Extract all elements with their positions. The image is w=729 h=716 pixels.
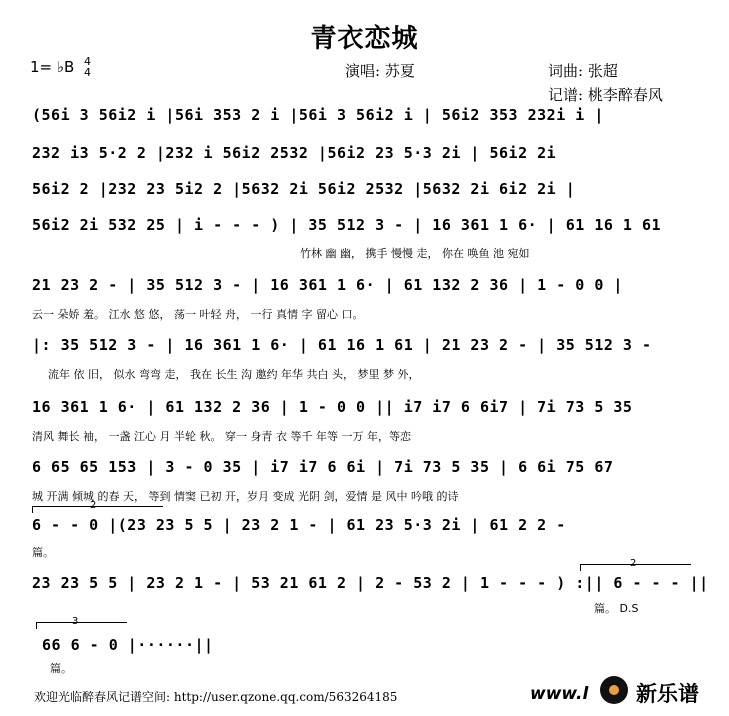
lyric-line-8: 篇。: [50, 662, 72, 675]
song-title: 青衣恋城: [310, 24, 419, 54]
score-line-10: 23 23 5 5 | 23 2 1 - | 53 21 61 2 | 2 - 53 2 | 1 - - - ) :|| 6 - - - ||: [32, 574, 709, 592]
volta-bracket-3: [36, 622, 127, 629]
score-line-2: 232 i3 5·2 2 |232 i 56i2 2532 |56i2 23 5·3 2i | 56i2 2i: [32, 144, 557, 162]
brand-prefix: www.l: [530, 684, 589, 704]
score-line-5: 21 23 2 - | 35 512 3 - | 16 361 1 6· | 61 132 2 36 | 1 - 0 0 |: [32, 276, 623, 294]
composer-credit: 词曲: 张超: [548, 62, 618, 80]
score-line-11: 66 6 - 0 |······||: [42, 636, 214, 654]
score-line-8: 6 65 65 153 | 3 - 0 35 | i7 i7 6 6i | 7i 73 5 35 | 6 6i 75 67: [32, 458, 614, 476]
score-line-9: 6 - - 0 |(23 23 5 5 | 23 2 1 - | 61 23 5·3 2i | 61 2 2 -: [32, 516, 566, 534]
score-line-7: 16 361 1 6· | 61 132 2 36 | 1 - 0 0 || i7 i7 6 6i7 | 7i 73 5 35: [32, 398, 633, 416]
lyric-line-1: 竹林 幽 幽， 携手 慢慢 走， 你在 唤鱼 池 宛如: [300, 247, 530, 260]
time-signature: [84, 56, 91, 78]
score-line-6: |: 35 512 3 - | 16 361 1 6· | 61 16 1 61 | 21 23 2 - | 35 512 3 -: [32, 336, 652, 354]
lyric-line-2: 云一 朵娇 羞。 江水 悠 悠， 荡一 叶轻 舟， 一行 真情 字 留心 口。: [32, 308, 364, 321]
volta-number-2b: 2: [630, 558, 637, 569]
score-line-1: (56i 3 56i2 i |56i 353 2 i |56i 3 56i2 i | 56i2 353 232i i |: [32, 106, 604, 124]
lyric-line-3: 流年 依 旧， 似水 弯弯 走， 我在 长生 沟 邀约 年华 共白 头， 梦里 梦 外，: [48, 368, 420, 381]
volta-bracket-2: [32, 506, 163, 513]
vinyl-record-icon: [600, 676, 628, 704]
volta-number-3: 3: [72, 616, 79, 627]
lyric-line-4: 清风 舞长 袖， 一盏 江心 月 半轮 秋。 穿一 身青 衣 等千 年等 一万 年，等恋: [32, 430, 411, 443]
volta-number-2: 2: [90, 500, 97, 511]
footer-url: 欢迎光临醉春风记谱空间: http://user.qzone.qq.com/563264185: [34, 690, 398, 704]
score-line-4: 56i2 2i 532 25 | i - - - ) | 35 512 3 - | 16 361 1 6· | 61 16 1 61: [32, 216, 662, 234]
transcriber-credit: 记谱: 桃李醉春风: [548, 86, 663, 104]
singer-credit: 演唱: 苏夏: [345, 62, 415, 80]
lyric-line-5: 城 开满 倾城 的春 天， 等到 情窦 已初 开，岁月 变成 光阴 剑，爱情 是 风中 吟哦 的诗: [32, 490, 459, 503]
brand-name: 新乐谱: [636, 682, 699, 706]
lyric-line-6: 篇。: [32, 546, 54, 559]
lyric-line-7: 篇。 D.S: [594, 602, 639, 615]
time-signature-top: 4: [84, 55, 91, 68]
key-signature: 1= ♭B: [30, 58, 75, 76]
score-line-3: 56i2 2 |232 23 5i2 2 |5632 2i 56i2 2532 |5632 2i 6i2 2i |: [32, 180, 576, 198]
time-signature-bottom: 4: [84, 66, 91, 79]
